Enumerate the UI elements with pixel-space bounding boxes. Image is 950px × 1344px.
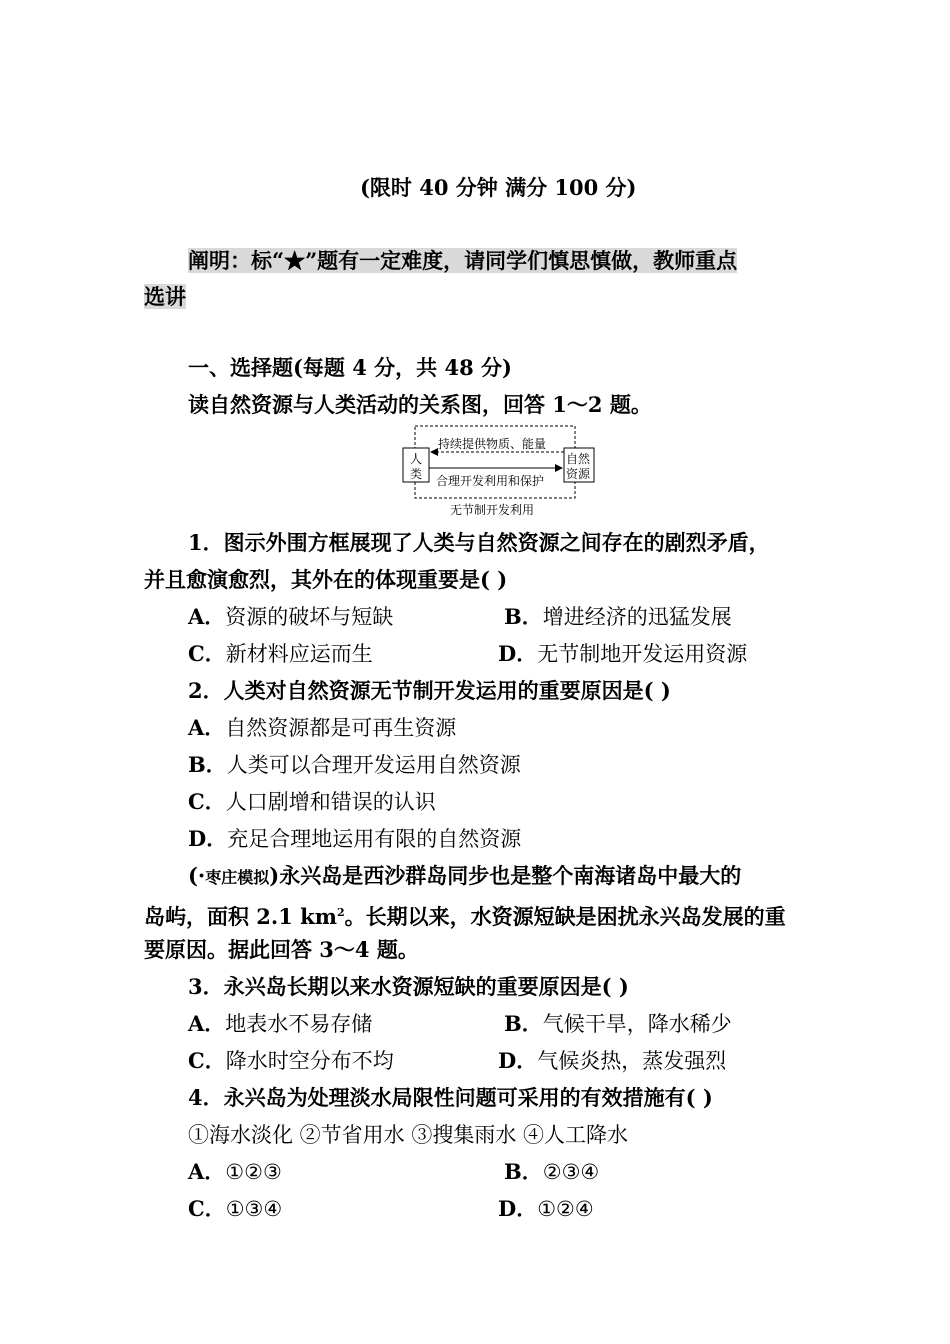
- area-unit-superscript: 2: [336, 906, 345, 919]
- source-label: 枣庄模拟: [205, 868, 270, 887]
- note-line-1: [188, 247, 737, 275]
- q3-option-c-key: C．: [188, 1048, 226, 1073]
- q4-option-d: [498, 1195, 594, 1223]
- q3-option-a: [188, 1010, 372, 1038]
- source-open: (·: [188, 863, 206, 888]
- q2-option-a-key: A．: [188, 715, 226, 740]
- resource-label-1: 自然: [566, 452, 591, 466]
- intro-2-line-2-b: 。长期以来，水资源短缺是困扰永兴岛发展的重: [344, 904, 786, 929]
- section-title: 一、选择题(每题 4 分，共 48 分): [188, 355, 512, 380]
- note-text-2: 选讲: [144, 284, 186, 309]
- q2-option-d-key: D．: [188, 826, 228, 851]
- q3-option-b: [504, 1010, 732, 1038]
- q1-option-b-key: B．: [504, 604, 543, 629]
- q3-option-b-text: 气候干旱，降水稀少: [542, 1012, 732, 1036]
- top-arrow-label: 持续提供物质、能量: [438, 437, 547, 451]
- q4-stem: 4．永兴岛为处理淡水局限性问题可采用的有效措施有( ): [188, 1085, 713, 1110]
- intro-2-line-1: [188, 862, 741, 892]
- bottom-label: 无节制开发利用: [450, 503, 535, 517]
- q3-option-a-text: 地表水不易存储: [225, 1012, 373, 1036]
- q4-option-b-key: B．: [504, 1159, 543, 1184]
- q4-option-a-text: ①②③: [225, 1160, 282, 1184]
- intro-1: 读自然资源与人类活动的关系图，回答 1～2 题。: [188, 392, 652, 417]
- q2-option-b: [188, 751, 521, 779]
- q3-option-b-key: B．: [504, 1011, 543, 1036]
- intro-2-line-3: 要原因。据此回答 3～4 题。: [144, 937, 419, 962]
- q1-option-d: [498, 640, 747, 668]
- q2-option-d: [188, 825, 521, 853]
- q1-option-c: [188, 640, 373, 668]
- q4-option-a: [188, 1158, 282, 1186]
- intro-2-line-2-a: 岛屿，面积 2.1 km: [144, 904, 337, 929]
- q2-option-c: [188, 788, 436, 816]
- q1-option-d-key: D．: [498, 641, 538, 666]
- q4-option-c-key: C．: [188, 1196, 226, 1221]
- q1-stem-2: 并且愈演愈烈，其外在的体现重要是( ): [144, 567, 508, 592]
- q4-option-d-key: D．: [498, 1196, 538, 1221]
- q1-option-a: [188, 603, 393, 631]
- q4-option-c: [188, 1195, 282, 1223]
- q2-option-d-text: 充足合理地运用有限的自然资源: [227, 827, 522, 851]
- q1-option-a-key: A．: [188, 604, 226, 629]
- resource-relation-diagram: [400, 422, 600, 522]
- q3-option-c-text: 降水时空分布不均: [225, 1049, 394, 1073]
- q3-option-d-text: 气候炎热，蒸发强烈: [537, 1049, 727, 1073]
- intro-2-line-2: [144, 899, 786, 931]
- q2-option-a-text: 自然资源都是可再生资源: [225, 716, 457, 740]
- note-line-2: [144, 283, 186, 311]
- resource-label-2: 资源: [566, 467, 591, 481]
- q4-items: ①海水淡化 ②节省用水 ③搜集雨水 ④人工降水: [188, 1123, 629, 1147]
- q2-option-b-key: B．: [188, 752, 227, 777]
- time-limit: (限时 40 分钟 满分 100 分): [360, 175, 637, 200]
- q3-option-d-key: D．: [498, 1048, 538, 1073]
- q1-option-b-text: 增进经济的迅猛发展: [542, 605, 732, 629]
- q2-stem: 2．人类对自然资源无节制开发运用的重要原因是( ): [188, 678, 671, 703]
- q1-option-b: [504, 603, 732, 631]
- q2-option-b-text: 人类可以合理开发运用自然资源: [226, 753, 521, 777]
- q4-option-b-text: ②③④: [542, 1160, 600, 1184]
- note-text-1: 阐明：标“★”题有一定难度，请同学们慎思慎做，教师重点: [188, 248, 738, 273]
- q1-option-c-text: 新材料应运而生: [225, 642, 373, 666]
- q3-stem: 3．永兴岛长期以来水资源短缺的重要原因是( ): [188, 974, 629, 999]
- q4-option-b: [504, 1158, 599, 1186]
- q3-option-d: [498, 1047, 726, 1075]
- middle-arrow-label: 合理开发利用和保护: [436, 474, 545, 488]
- q2-option-c-text: 人口剧增和错误的认识: [225, 790, 436, 814]
- q3-option-a-key: A．: [188, 1011, 226, 1036]
- q3-option-c: [188, 1047, 394, 1075]
- q4-option-d-text: ①②④: [537, 1197, 594, 1221]
- q1-option-a-text: 资源的破坏与短缺: [225, 605, 394, 629]
- q2-option-c-key: C．: [188, 789, 226, 814]
- q2-option-a: [188, 714, 456, 742]
- q1-option-d-text: 无节制地开发运用资源: [537, 642, 748, 666]
- q1-option-c-key: C．: [188, 641, 226, 666]
- intro-2-line-1-rest: )永兴岛是西沙群岛同步也是整个南海诸岛中最大的: [269, 863, 742, 888]
- q4-option-a-key: A．: [188, 1159, 226, 1184]
- q1-stem-1: 1．图示外围方框展现了人类与自然资源之间存在的剧烈矛盾，: [188, 530, 770, 555]
- human-label-1: 人: [410, 452, 423, 466]
- human-label-2: 类: [410, 467, 423, 481]
- q4-option-c-text: ①③④: [225, 1197, 283, 1221]
